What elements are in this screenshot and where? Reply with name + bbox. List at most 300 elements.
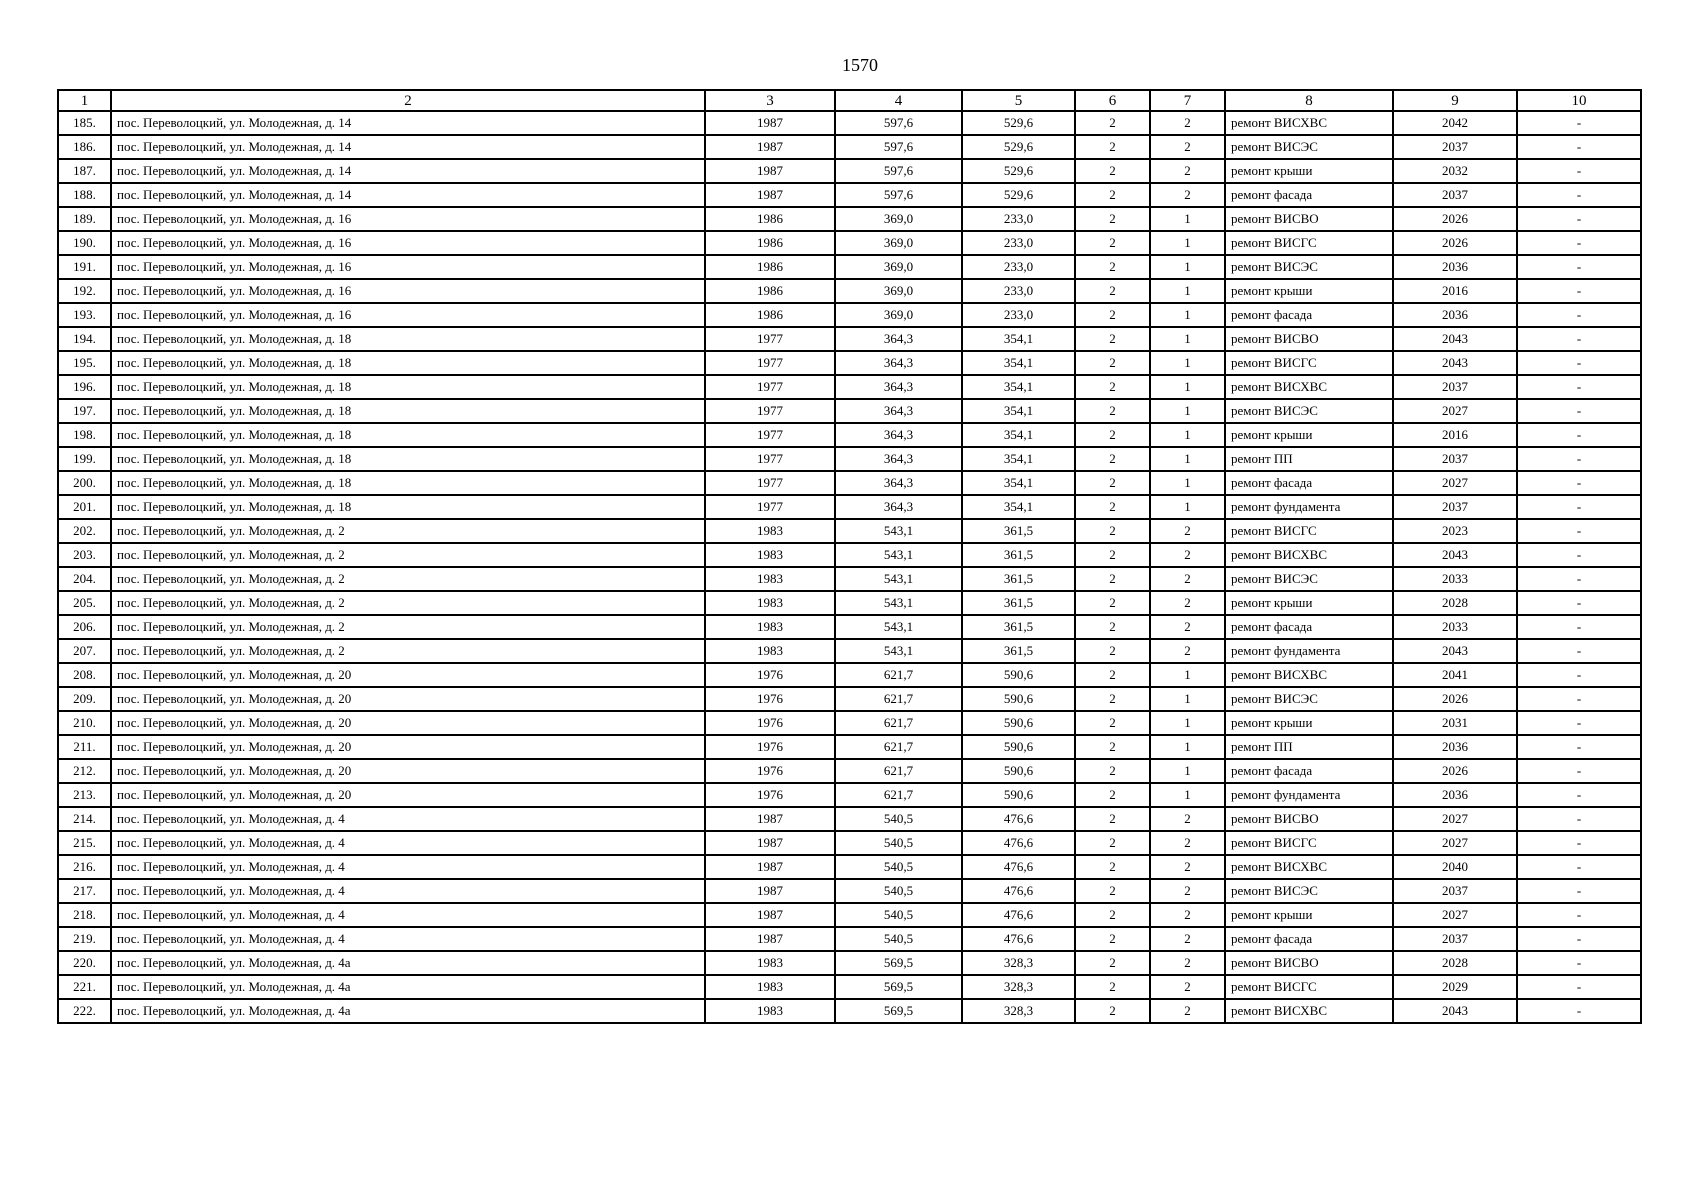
cell-address: пос. Переволоцкий, ул. Молодежная, д. 14 <box>111 159 705 183</box>
cell-living-area: 476,6 <box>962 879 1075 903</box>
cell-row-number: 186. <box>58 135 111 159</box>
table-row <box>58 135 1641 159</box>
cell-row-number: 222. <box>58 999 111 1023</box>
cell-total-area: 369,0 <box>835 255 962 279</box>
cell-total-area: 364,3 <box>835 375 962 399</box>
cell-floors: 2 <box>1075 183 1150 207</box>
cell-row-number: 185. <box>58 111 111 135</box>
cell-repair-type: ремонт крыши <box>1225 711 1393 735</box>
cell-repair-type: ремонт ВИСГС <box>1225 231 1393 255</box>
cell-address: пос. Переволоцкий, ул. Молодежная, д. 20 <box>111 711 705 735</box>
cell-row-number: 221. <box>58 975 111 999</box>
cell-row-number: 189. <box>58 207 111 231</box>
cell-entrances: 2 <box>1150 159 1225 183</box>
cell-living-area: 233,0 <box>962 207 1075 231</box>
cell-entrances: 2 <box>1150 519 1225 543</box>
cell-address: пос. Переволоцкий, ул. Молодежная, д. 16 <box>111 207 705 231</box>
cell-floors: 2 <box>1075 351 1150 375</box>
cell-entrances: 1 <box>1150 759 1225 783</box>
cell-repair-type: ремонт ВИСЭС <box>1225 135 1393 159</box>
column-header-construction-year: 3 <box>705 90 835 111</box>
cell-floors: 2 <box>1075 399 1150 423</box>
cell-row-number: 201. <box>58 495 111 519</box>
cell-row-number: 195. <box>58 351 111 375</box>
cell-total-area: 621,7 <box>835 783 962 807</box>
cell-entrances: 1 <box>1150 423 1225 447</box>
cell-address: пос. Переволоцкий, ул. Молодежная, д. 20 <box>111 759 705 783</box>
cell-note: - <box>1517 231 1641 255</box>
table-row <box>58 351 1641 375</box>
cell-repair-type: ремонт ВИСХВС <box>1225 855 1393 879</box>
cell-note: - <box>1517 567 1641 591</box>
cell-floors: 2 <box>1075 999 1150 1023</box>
cell-floors: 2 <box>1075 207 1150 231</box>
cell-row-number: 206. <box>58 615 111 639</box>
cell-note: - <box>1517 855 1641 879</box>
cell-planned-year: 2037 <box>1393 447 1517 471</box>
cell-repair-type: ремонт ВИСЭС <box>1225 687 1393 711</box>
cell-living-area: 476,6 <box>962 807 1075 831</box>
cell-note: - <box>1517 783 1641 807</box>
cell-floors: 2 <box>1075 519 1150 543</box>
cell-living-area: 354,1 <box>962 471 1075 495</box>
cell-entrances: 1 <box>1150 351 1225 375</box>
cell-address: пос. Переволоцкий, ул. Молодежная, д. 16 <box>111 255 705 279</box>
cell-row-number: 188. <box>58 183 111 207</box>
cell-note: - <box>1517 711 1641 735</box>
cell-planned-year: 2037 <box>1393 879 1517 903</box>
cell-floors: 2 <box>1075 135 1150 159</box>
cell-address: пос. Переволоцкий, ул. Молодежная, д. 2 <box>111 543 705 567</box>
cell-planned-year: 2036 <box>1393 735 1517 759</box>
cell-total-area: 621,7 <box>835 687 962 711</box>
cell-construction-year: 1977 <box>705 351 835 375</box>
cell-living-area: 529,6 <box>962 111 1075 135</box>
cell-construction-year: 1986 <box>705 255 835 279</box>
column-header-row-number: 1 <box>58 90 111 111</box>
cell-note: - <box>1517 543 1641 567</box>
cell-total-area: 540,5 <box>835 903 962 927</box>
cell-floors: 2 <box>1075 903 1150 927</box>
cell-floors: 2 <box>1075 255 1150 279</box>
cell-planned-year: 2027 <box>1393 831 1517 855</box>
cell-note: - <box>1517 639 1641 663</box>
cell-entrances: 1 <box>1150 255 1225 279</box>
cell-entrances: 1 <box>1150 687 1225 711</box>
cell-planned-year: 2040 <box>1393 855 1517 879</box>
cell-total-area: 364,3 <box>835 423 962 447</box>
cell-repair-type: ремонт фасада <box>1225 927 1393 951</box>
cell-construction-year: 1976 <box>705 735 835 759</box>
cell-floors: 2 <box>1075 543 1150 567</box>
cell-construction-year: 1983 <box>705 615 835 639</box>
cell-address: пос. Переволоцкий, ул. Молодежная, д. 4 <box>111 831 705 855</box>
cell-note: - <box>1517 663 1641 687</box>
table-row <box>58 567 1641 591</box>
cell-address: пос. Переволоцкий, ул. Молодежная, д. 18 <box>111 327 705 351</box>
cell-repair-type: ремонт ВИСГС <box>1225 975 1393 999</box>
cell-repair-type: ремонт крыши <box>1225 591 1393 615</box>
cell-living-area: 476,6 <box>962 831 1075 855</box>
table-row <box>58 111 1641 135</box>
cell-address: пос. Переволоцкий, ул. Молодежная, д. 18 <box>111 423 705 447</box>
cell-repair-type: ремонт ВИСВО <box>1225 807 1393 831</box>
cell-repair-type: ремонт фундамента <box>1225 783 1393 807</box>
cell-total-area: 540,5 <box>835 879 962 903</box>
table-row <box>58 807 1641 831</box>
cell-address: пос. Переволоцкий, ул. Молодежная, д. 4 <box>111 927 705 951</box>
table-row <box>58 207 1641 231</box>
cell-total-area: 543,1 <box>835 615 962 639</box>
cell-floors: 2 <box>1075 471 1150 495</box>
cell-entrances: 2 <box>1150 111 1225 135</box>
cell-entrances: 1 <box>1150 495 1225 519</box>
cell-note: - <box>1517 831 1641 855</box>
cell-note: - <box>1517 471 1641 495</box>
cell-entrances: 2 <box>1150 615 1225 639</box>
cell-construction-year: 1987 <box>705 879 835 903</box>
cell-address: пос. Переволоцкий, ул. Молодежная, д. 4 <box>111 903 705 927</box>
cell-total-area: 369,0 <box>835 303 962 327</box>
cell-total-area: 364,3 <box>835 399 962 423</box>
cell-living-area: 590,6 <box>962 687 1075 711</box>
table-row <box>58 159 1641 183</box>
table-row <box>58 999 1641 1023</box>
cell-total-area: 543,1 <box>835 519 962 543</box>
cell-address: пос. Переволоцкий, ул. Молодежная, д. 18 <box>111 495 705 519</box>
cell-address: пос. Переволоцкий, ул. Молодежная, д. 18 <box>111 399 705 423</box>
cell-planned-year: 2027 <box>1393 903 1517 927</box>
table-row <box>58 927 1641 951</box>
cell-row-number: 202. <box>58 519 111 543</box>
cell-construction-year: 1983 <box>705 591 835 615</box>
cell-floors: 2 <box>1075 327 1150 351</box>
cell-total-area: 621,7 <box>835 759 962 783</box>
cell-row-number: 196. <box>58 375 111 399</box>
cell-note: - <box>1517 735 1641 759</box>
cell-address: пос. Переволоцкий, ул. Молодежная, д. 18 <box>111 351 705 375</box>
cell-living-area: 233,0 <box>962 255 1075 279</box>
cell-repair-type: ремонт ВИСГС <box>1225 519 1393 543</box>
cell-repair-type: ремонт ВИСЭС <box>1225 399 1393 423</box>
cell-floors: 2 <box>1075 663 1150 687</box>
cell-address: пос. Переволоцкий, ул. Молодежная, д. 18 <box>111 447 705 471</box>
cell-total-area: 369,0 <box>835 279 962 303</box>
cell-construction-year: 1986 <box>705 231 835 255</box>
cell-row-number: 219. <box>58 927 111 951</box>
cell-planned-year: 2033 <box>1393 567 1517 591</box>
cell-living-area: 354,1 <box>962 447 1075 471</box>
cell-entrances: 2 <box>1150 591 1225 615</box>
cell-address: пос. Переволоцкий, ул. Молодежная, д. 4а <box>111 999 705 1023</box>
cell-floors: 2 <box>1075 711 1150 735</box>
table-row <box>58 687 1641 711</box>
cell-entrances: 2 <box>1150 831 1225 855</box>
cell-planned-year: 2028 <box>1393 951 1517 975</box>
cell-repair-type: ремонт ПП <box>1225 735 1393 759</box>
cell-note: - <box>1517 159 1641 183</box>
table-row <box>58 423 1641 447</box>
cell-total-area: 364,3 <box>835 447 962 471</box>
cell-total-area: 543,1 <box>835 639 962 663</box>
cell-construction-year: 1977 <box>705 399 835 423</box>
cell-entrances: 1 <box>1150 663 1225 687</box>
cell-note: - <box>1517 279 1641 303</box>
cell-note: - <box>1517 879 1641 903</box>
column-header-entrances: 7 <box>1150 90 1225 111</box>
table-row <box>58 903 1641 927</box>
cell-entrances: 2 <box>1150 903 1225 927</box>
cell-row-number: 218. <box>58 903 111 927</box>
cell-living-area: 529,6 <box>962 135 1075 159</box>
cell-address: пос. Переволоцкий, ул. Молодежная, д. 14 <box>111 183 705 207</box>
cell-total-area: 569,5 <box>835 999 962 1023</box>
cell-note: - <box>1517 375 1641 399</box>
cell-planned-year: 2033 <box>1393 615 1517 639</box>
cell-address: пос. Переволоцкий, ул. Молодежная, д. 14 <box>111 111 705 135</box>
cell-planned-year: 2026 <box>1393 687 1517 711</box>
cell-repair-type: ремонт фасада <box>1225 471 1393 495</box>
cell-construction-year: 1983 <box>705 519 835 543</box>
cell-total-area: 543,1 <box>835 591 962 615</box>
cell-living-area: 529,6 <box>962 183 1075 207</box>
cell-floors: 2 <box>1075 591 1150 615</box>
cell-total-area: 569,5 <box>835 951 962 975</box>
cell-address: пос. Переволоцкий, ул. Молодежная, д. 4а <box>111 975 705 999</box>
cell-address: пос. Переволоцкий, ул. Молодежная, д. 18 <box>111 375 705 399</box>
cell-row-number: 216. <box>58 855 111 879</box>
table-row <box>58 975 1641 999</box>
cell-note: - <box>1517 207 1641 231</box>
table-row <box>58 447 1641 471</box>
cell-note: - <box>1517 399 1641 423</box>
cell-construction-year: 1987 <box>705 111 835 135</box>
cell-note: - <box>1517 423 1641 447</box>
table-row <box>58 735 1641 759</box>
cell-entrances: 2 <box>1150 855 1225 879</box>
cell-construction-year: 1976 <box>705 783 835 807</box>
cell-total-area: 543,1 <box>835 567 962 591</box>
cell-floors: 2 <box>1075 927 1150 951</box>
cell-repair-type: ремонт фасада <box>1225 303 1393 327</box>
table-body <box>58 111 1641 1023</box>
cell-entrances: 2 <box>1150 927 1225 951</box>
cell-row-number: 199. <box>58 447 111 471</box>
cell-note: - <box>1517 807 1641 831</box>
cell-total-area: 569,5 <box>835 975 962 999</box>
cell-living-area: 361,5 <box>962 567 1075 591</box>
table-row <box>58 375 1641 399</box>
cell-floors: 2 <box>1075 783 1150 807</box>
cell-construction-year: 1976 <box>705 759 835 783</box>
cell-row-number: 207. <box>58 639 111 663</box>
cell-floors: 2 <box>1075 423 1150 447</box>
cell-living-area: 361,5 <box>962 591 1075 615</box>
cell-total-area: 364,3 <box>835 471 962 495</box>
cell-row-number: 211. <box>58 735 111 759</box>
page-number: 1570 <box>842 55 878 75</box>
cell-row-number: 214. <box>58 807 111 831</box>
cell-living-area: 354,1 <box>962 375 1075 399</box>
cell-total-area: 621,7 <box>835 735 962 759</box>
table-row <box>58 711 1641 735</box>
cell-note: - <box>1517 495 1641 519</box>
cell-note: - <box>1517 759 1641 783</box>
cell-entrances: 2 <box>1150 567 1225 591</box>
cell-note: - <box>1517 447 1641 471</box>
cell-row-number: 205. <box>58 591 111 615</box>
cell-note: - <box>1517 951 1641 975</box>
cell-entrances: 2 <box>1150 183 1225 207</box>
cell-construction-year: 1987 <box>705 135 835 159</box>
cell-floors: 2 <box>1075 735 1150 759</box>
table-row <box>58 495 1641 519</box>
cell-floors: 2 <box>1075 831 1150 855</box>
cell-total-area: 369,0 <box>835 207 962 231</box>
cell-living-area: 354,1 <box>962 399 1075 423</box>
cell-address: пос. Переволоцкий, ул. Молодежная, д. 2 <box>111 615 705 639</box>
cell-repair-type: ремонт ВИСЭС <box>1225 255 1393 279</box>
cell-entrances: 2 <box>1150 543 1225 567</box>
cell-repair-type: ремонт ВИСХВС <box>1225 543 1393 567</box>
cell-row-number: 210. <box>58 711 111 735</box>
cell-living-area: 354,1 <box>962 351 1075 375</box>
cell-total-area: 364,3 <box>835 327 962 351</box>
cell-total-area: 540,5 <box>835 855 962 879</box>
cell-living-area: 354,1 <box>962 495 1075 519</box>
cell-living-area: 590,6 <box>962 663 1075 687</box>
cell-address: пос. Переволоцкий, ул. Молодежная, д. 4 <box>111 879 705 903</box>
cell-note: - <box>1517 687 1641 711</box>
cell-address: пос. Переволоцкий, ул. Молодежная, д. 2 <box>111 567 705 591</box>
cell-construction-year: 1977 <box>705 495 835 519</box>
cell-planned-year: 2037 <box>1393 183 1517 207</box>
cell-address: пос. Переволоцкий, ул. Молодежная, д. 20 <box>111 735 705 759</box>
cell-repair-type: ремонт крыши <box>1225 423 1393 447</box>
cell-planned-year: 2042 <box>1393 111 1517 135</box>
cell-living-area: 328,3 <box>962 951 1075 975</box>
table-row <box>58 663 1641 687</box>
cell-total-area: 597,6 <box>835 159 962 183</box>
table-row <box>58 855 1641 879</box>
cell-address: пос. Переволоцкий, ул. Молодежная, д. 18 <box>111 471 705 495</box>
cell-entrances: 2 <box>1150 879 1225 903</box>
cell-floors: 2 <box>1075 375 1150 399</box>
table-row <box>58 255 1641 279</box>
cell-construction-year: 1976 <box>705 711 835 735</box>
cell-planned-year: 2036 <box>1393 255 1517 279</box>
table-row <box>58 879 1641 903</box>
cell-floors: 2 <box>1075 759 1150 783</box>
cell-construction-year: 1987 <box>705 927 835 951</box>
table-row <box>58 231 1641 255</box>
cell-living-area: 233,0 <box>962 231 1075 255</box>
cell-row-number: 187. <box>58 159 111 183</box>
cell-living-area: 476,6 <box>962 903 1075 927</box>
table-row <box>58 639 1641 663</box>
cell-entrances: 1 <box>1150 207 1225 231</box>
cell-total-area: 621,7 <box>835 711 962 735</box>
cell-floors: 2 <box>1075 951 1150 975</box>
cell-floors: 2 <box>1075 159 1150 183</box>
cell-planned-year: 2037 <box>1393 927 1517 951</box>
cell-construction-year: 1983 <box>705 543 835 567</box>
cell-entrances: 1 <box>1150 279 1225 303</box>
table-row <box>58 951 1641 975</box>
cell-repair-type: ремонт крыши <box>1225 159 1393 183</box>
cell-construction-year: 1987 <box>705 159 835 183</box>
cell-repair-type: ремонт ПП <box>1225 447 1393 471</box>
cell-planned-year: 2041 <box>1393 663 1517 687</box>
cell-row-number: 209. <box>58 687 111 711</box>
cell-address: пос. Переволоцкий, ул. Молодежная, д. 16 <box>111 231 705 255</box>
table-row <box>58 759 1641 783</box>
cell-floors: 2 <box>1075 807 1150 831</box>
cell-living-area: 361,5 <box>962 639 1075 663</box>
cell-address: пос. Переволоцкий, ул. Молодежная, д. 20 <box>111 687 705 711</box>
cell-entrances: 1 <box>1150 399 1225 423</box>
cell-construction-year: 1976 <box>705 663 835 687</box>
cell-planned-year: 2037 <box>1393 135 1517 159</box>
cell-note: - <box>1517 999 1641 1023</box>
cell-entrances: 2 <box>1150 975 1225 999</box>
cell-row-number: 193. <box>58 303 111 327</box>
cell-construction-year: 1986 <box>705 279 835 303</box>
table-row <box>58 279 1641 303</box>
cell-repair-type: ремонт ВИСВО <box>1225 951 1393 975</box>
cell-planned-year: 2026 <box>1393 231 1517 255</box>
cell-row-number: 215. <box>58 831 111 855</box>
cell-address: пос. Переволоцкий, ул. Молодежная, д. 4а <box>111 951 705 975</box>
cell-entrances: 1 <box>1150 447 1225 471</box>
cell-total-area: 597,6 <box>835 111 962 135</box>
cell-total-area: 540,5 <box>835 927 962 951</box>
cell-repair-type: ремонт ВИСГС <box>1225 351 1393 375</box>
cell-repair-type: ремонт ВИСЭС <box>1225 879 1393 903</box>
table-row <box>58 543 1641 567</box>
cell-row-number: 200. <box>58 471 111 495</box>
cell-living-area: 476,6 <box>962 927 1075 951</box>
header-row <box>58 90 1641 111</box>
column-header-address: 2 <box>111 90 705 111</box>
cell-construction-year: 1987 <box>705 831 835 855</box>
column-header-living-area: 5 <box>962 90 1075 111</box>
cell-repair-type: ремонт фундамента <box>1225 639 1393 663</box>
cell-construction-year: 1977 <box>705 423 835 447</box>
cell-construction-year: 1987 <box>705 903 835 927</box>
cell-construction-year: 1987 <box>705 183 835 207</box>
cell-living-area: 328,3 <box>962 975 1075 999</box>
cell-living-area: 590,6 <box>962 711 1075 735</box>
cell-address: пос. Переволоцкий, ул. Молодежная, д. 16 <box>111 279 705 303</box>
cell-construction-year: 1987 <box>705 855 835 879</box>
cell-planned-year: 2027 <box>1393 471 1517 495</box>
table-row <box>58 591 1641 615</box>
cell-construction-year: 1977 <box>705 471 835 495</box>
cell-row-number: 212. <box>58 759 111 783</box>
column-header-planned-year: 9 <box>1393 90 1517 111</box>
cell-planned-year: 2026 <box>1393 759 1517 783</box>
cell-planned-year: 2023 <box>1393 519 1517 543</box>
cell-planned-year: 2043 <box>1393 999 1517 1023</box>
cell-living-area: 361,5 <box>962 615 1075 639</box>
cell-total-area: 621,7 <box>835 663 962 687</box>
table-row <box>58 519 1641 543</box>
cell-living-area: 354,1 <box>962 327 1075 351</box>
cell-construction-year: 1983 <box>705 975 835 999</box>
cell-floors: 2 <box>1075 615 1150 639</box>
cell-construction-year: 1977 <box>705 375 835 399</box>
